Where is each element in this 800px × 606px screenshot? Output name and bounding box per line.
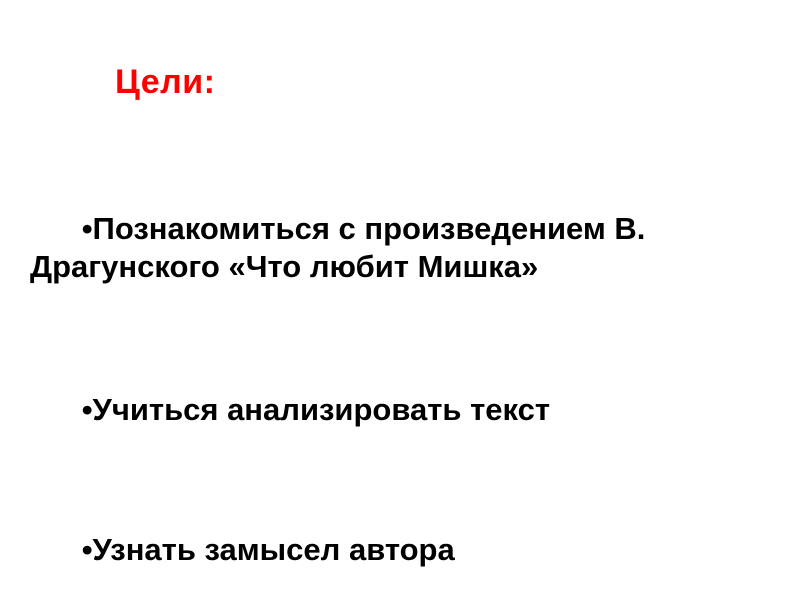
goals-list xyxy=(30,172,790,606)
list-item xyxy=(30,172,790,323)
bullet-marker-icon: • xyxy=(81,392,93,428)
list-item xyxy=(30,493,790,606)
list-item-label: Узнать замысел автора xyxy=(92,531,455,567)
list-item xyxy=(30,353,790,466)
bullet-marker-icon: • xyxy=(81,210,93,246)
list-item-label: Учиться анализировать текст xyxy=(92,392,551,428)
bullet-marker-icon: • xyxy=(81,531,93,567)
list-item-label: Познакомиться с произведением В. Драгунского «Что любит Мишка» xyxy=(30,210,655,284)
page-title: Цели: xyxy=(115,63,216,101)
